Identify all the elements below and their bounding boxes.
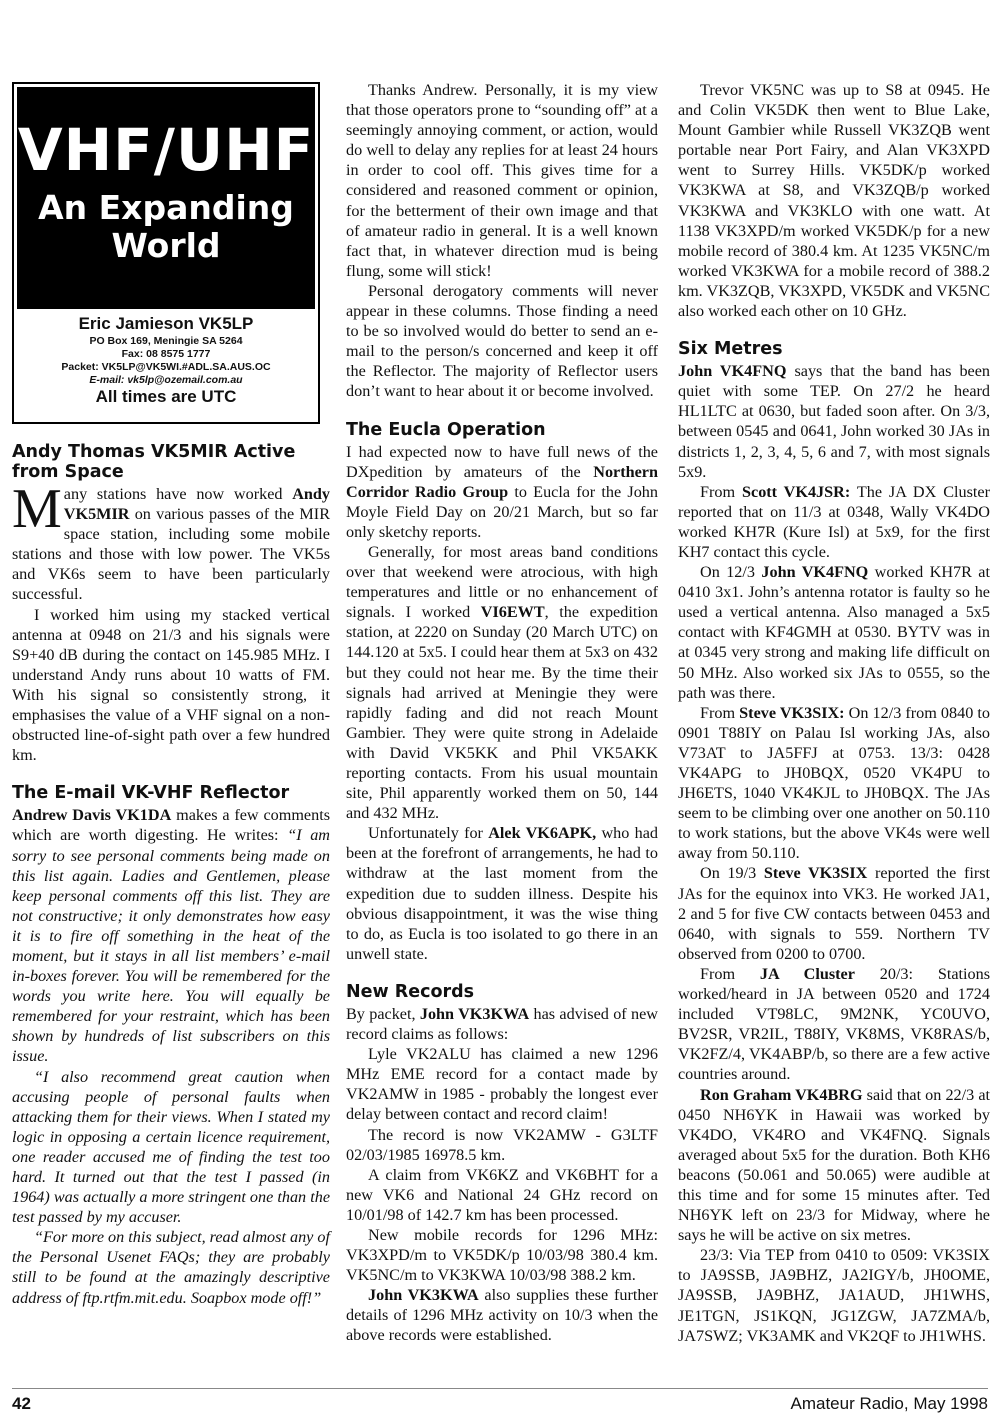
paragraph: I had expected now to have full news of the DXpedition by amateurs of the Northern Corridor Radio Group to Eucla for the John Moyle Field Day on 20/21 March, but so far only sketchy reports. <box>346 442 658 541</box>
paragraph: The record is now VK2AMW - G3LTF 02/03/1985 16978.5 km. <box>346 1125 658 1164</box>
author-email: E-mail: vk5lp@ozemail.com.au <box>89 374 243 386</box>
author-name: Eric Jamieson VK5LP <box>78 314 254 333</box>
paragraph: Generally, for most areas band conditions over that weekend were atrocious, with high temperatures and little or no enhancement of signals. I worked VI6EWT, the expedition station, at 2220 on Sunday (20 March UTC) on 144.120 at 5x5. I could hear them at 5x3 on 432 but they could not hear me. By the time their signals had arrived at Meningie they were rapidly fading and did not reach Mount Gambier. They were quite strong in Adelaide with David VK5KK and Phil VK5AKK reporting contacts. From his usual mountain site, Phil apparently worked them on 50, 144 and 432 MHz. <box>346 542 659 823</box>
paragraph: “For more on this subject, read almost any of the Personal Usenet FAQs; they are probably still to be found at the amazingly descriptive address of ftp.rtfm.mit.edu. Soapbox mode off!” <box>12 1228 331 1307</box>
heading-eucla-operation: The Eucla Operation <box>346 419 546 440</box>
paragraph: John VK4FNQ says that the band has been quiet with some TEP. On 27/2 he heard HL1LTC at 0630, but faded soon after. On 3/3, between 0545 and 0641, John worked 30 JAs in districts 1, 2, 3, 4, 5, 6 and 7, with most signals 5x9. <box>678 362 990 481</box>
paragraph: On 12/3 John VK4FNQ worked KH7R at 0410 3x1. John’s antenna rotator is faulty so he used a vertical antenna. Also managed a 5x5 contact with KF4GMH at 0530. BYTV was in at 0345 very strong and making life difficult on 50 MHz. Also worked six JAs to 0555, so the path was there. <box>678 563 990 702</box>
paragraph: John VK3KWA also supplies these further details of 1296 MHz activity on 10/3 when the above records were established. <box>346 1286 658 1345</box>
footer-divider <box>12 1388 988 1389</box>
column-subtitle-line2: World <box>111 226 221 265</box>
paragraph: I worked him using my stacked vertical antenna at 0948 on 21/3 and his signals were S9+40 dB during the contact on 145.985 MHz. I understand Andy runs about 10 watts of FM. With his signal so consistently strong, it emphasises the value of a VHF signal on a non-obstructed line-of-sight path over a few hundred km. <box>12 605 330 765</box>
column-header-box <box>12 82 320 424</box>
paragraph: Thanks Andrew. Personally, it is my view that those operators prone to “sounding off” at a seemingly annoying comment, or action, would do well to delay any replies for at least 24 hours in order to cool off. This gives time for a considered and reasoned comment or opinion, for the betterment of their own image and that of amateur radio in general. It is a well known fact that, in whatever direction mud is being flung, some will stick! <box>346 81 658 280</box>
column-title: VHF/UHF <box>17 116 315 184</box>
heading-six-metres: Six Metres <box>678 339 783 360</box>
paragraph: Ron Graham VK4BRG said that on 22/3 at 0450 NH6YK in Hawaii was worked by VK4DO, VK4RO and VK4FNQ. Signals averaged about 5x5 for the duration. Both KH6 beacons (50.061 and 50.065) were audible at this time and for some 15 minutes after. Ted NH6YK left on 23/3 for Midway, where he says he will be active on six metres. <box>678 1085 990 1245</box>
heading-andy-thomas: Andy Thomas VK5MIR Active from Space <box>12 442 296 482</box>
paragraph: “I also recommend great caution when accusing people of personal faults when attacking them for their views. When I stated my logic in opposing a certain licence requirement, one reader accused me of finding the test too hard. It turned out that the test I passed (in 1964) was actually a more stringent one than the test passed by my accuser. <box>12 1067 330 1227</box>
magazine-issue: Amateur Radio, May 1998 <box>790 1394 988 1413</box>
author-fax: Fax: 08 8575 1777 <box>121 348 211 360</box>
column-2 <box>346 80 658 1346</box>
paragraph: A claim from VK6KZ and VK6BHT for a new VK6 and National 24 GHz record on 10/01/98 of 142.7 km has been processed. <box>346 1165 658 1224</box>
column-title-panel <box>17 87 315 309</box>
paragraph: By packet, John VK3KWA has advised of new record claims as follows: <box>346 1004 658 1044</box>
paragraph: On 19/3 Steve VK3SIX reported the first JAs for the equinox into VK3. He worked JA1, 2 and 5 for five CW contacts between 0453 and 0640, with signals to 559. Northern TV observed from 0200 to 0700. <box>678 864 991 963</box>
paragraph: New mobile records for 1296 MHz: VK3XPD/m to VK5DK/p 10/03/98 380.4 km. VK5NC/m to VK3KWA 10/03/98 388.2 km. <box>346 1225 658 1285</box>
paragraph: Trevor VK5NC was up to S8 at 0945. He and Colin VK5DK then went to Blue Lake, Mount Gambier while Russell VK3ZQB went portable near Port Fairy, and Alan VK3XPD went to Surrey Hills. VK5DK/p worked VK3KWA at S8, and VK3ZQB/p worked VK3KWA and VK3KLO with one watt. At 1138 VK3XPD/m worked VK5DK/p for a new mobile record of 380.4 km. At 1235 VK5NC/m worked VK3KWA for a mobile record of 388.2 km. VK3ZQB, VK3XPD, VK5DK and VK5NC also worked each other on 10 GHz. <box>678 81 990 321</box>
column-3 <box>678 80 990 1346</box>
paragraph: 23/3: Via TEP from 0410 to 0509: VK3SIX to JA9SSB, JA9BHZ, JA2IGY/b, JH0OME, JA9SSB, JA9BHZ, JA1AUD, JH1WHS, JE1TGN, JS1KQN, JG1ZGW, JA7ZMA/b, JA7SWZ; VK3AMK and VK2QF to JH1WHS. <box>678 1246 990 1345</box>
times-note: All times are UTC <box>95 387 237 406</box>
column-subtitle <box>17 189 315 265</box>
heading-email-reflector: The E-mail VK-VHF Reflector <box>12 783 290 804</box>
author-address: PO Box 169, Meningie SA 5264 <box>89 335 243 347</box>
paragraph: From Scott VK4JSR: The JA DX Cluster reported that on 11/3 at 0348, Wally VK4DO worked KH7R (Kure Isl) at 5x9, for the first KH7 contact this cycle. <box>678 482 990 561</box>
paragraph: Lyle VK2ALU has claimed a new 1296 MHz EME record for a contact made by VK2AMW in 1985 - probably the longest ever delay between contact and record claim! <box>346 1045 658 1124</box>
author-packet: Packet: VK5LP@VK5WI.#ADL.SA.AUS.OC <box>61 361 271 373</box>
heading-new-records: New Records <box>346 981 475 1002</box>
paragraph: Many stations have now worked Andy VK5MIR on various passes of the MIR space station, including some mobile stations and those with low power. The VK5s and VK6s seem to have been particularly successful. <box>12 478 330 604</box>
paragraph: From Steve VK3SIX: On 12/3 from 0840 to 0901 T88IY on Palau Isl working JAs, also V73AT to JA5FFJ at 0753. 13/3: 0428 VK4APG to JH0BQX, 0520 VK4PU to JH6ETS, 1040 VK4KJL to JH0BQX. The JAs seem to be climbing over one another on 50.110 to work stations, but the above VK4s were well away from 50.110. <box>678 703 990 863</box>
paragraph: Unfortunately for Alek VK6APK, who had been at the forefront of arrangements, he had to withdraw at the last moment from the expedition due to sudden illness. Despite his obvious disappointment, it was the wise thing to do, as Eucla is too isolated to go there in an unwell state. <box>346 824 658 963</box>
paragraph: Personal derogatory comments will never appear in these columns. Those finding a need to be so involved would do better to send an e-mail to the person/s concerned and keep it off the Reflector. The majority of Reflector users don’t want to hear about it or become involved. <box>346 281 658 401</box>
paragraph: Andrew Davis VK1DA makes a few comments which are worth digesting. He writes: “I am sorry to see personal comments being made on this list again. Ladies and Gentlemen, please keep personal comments off this list. They are not constructive; it only demonstrates how easy it is to fire off something in the heat of the moment, but it stays in all list members’ e-mail in-boxes forever. You will be remembered for the words you write here. You will equally be remembered for your restraint, which has been shown by hundreds of list subscribers on this issue. <box>12 806 331 1066</box>
author-block <box>14 313 318 407</box>
page-number: 42 <box>12 1394 31 1413</box>
paragraph: From JA Cluster 20/3: Stations worked/heard in JA between 0520 and 1724 included VT98LC, 9M2NK, YC0UVO, BV2SR, VR2IL, T88IY, VK8MS, VK8RAS/b, VK2FZ/4, VK4ABP/b, so there are a few active countries around. <box>678 964 990 1084</box>
column-1 <box>12 442 330 1308</box>
column-subtitle-line1: An Expanding <box>38 188 294 227</box>
drop-cap: M <box>12 478 62 540</box>
